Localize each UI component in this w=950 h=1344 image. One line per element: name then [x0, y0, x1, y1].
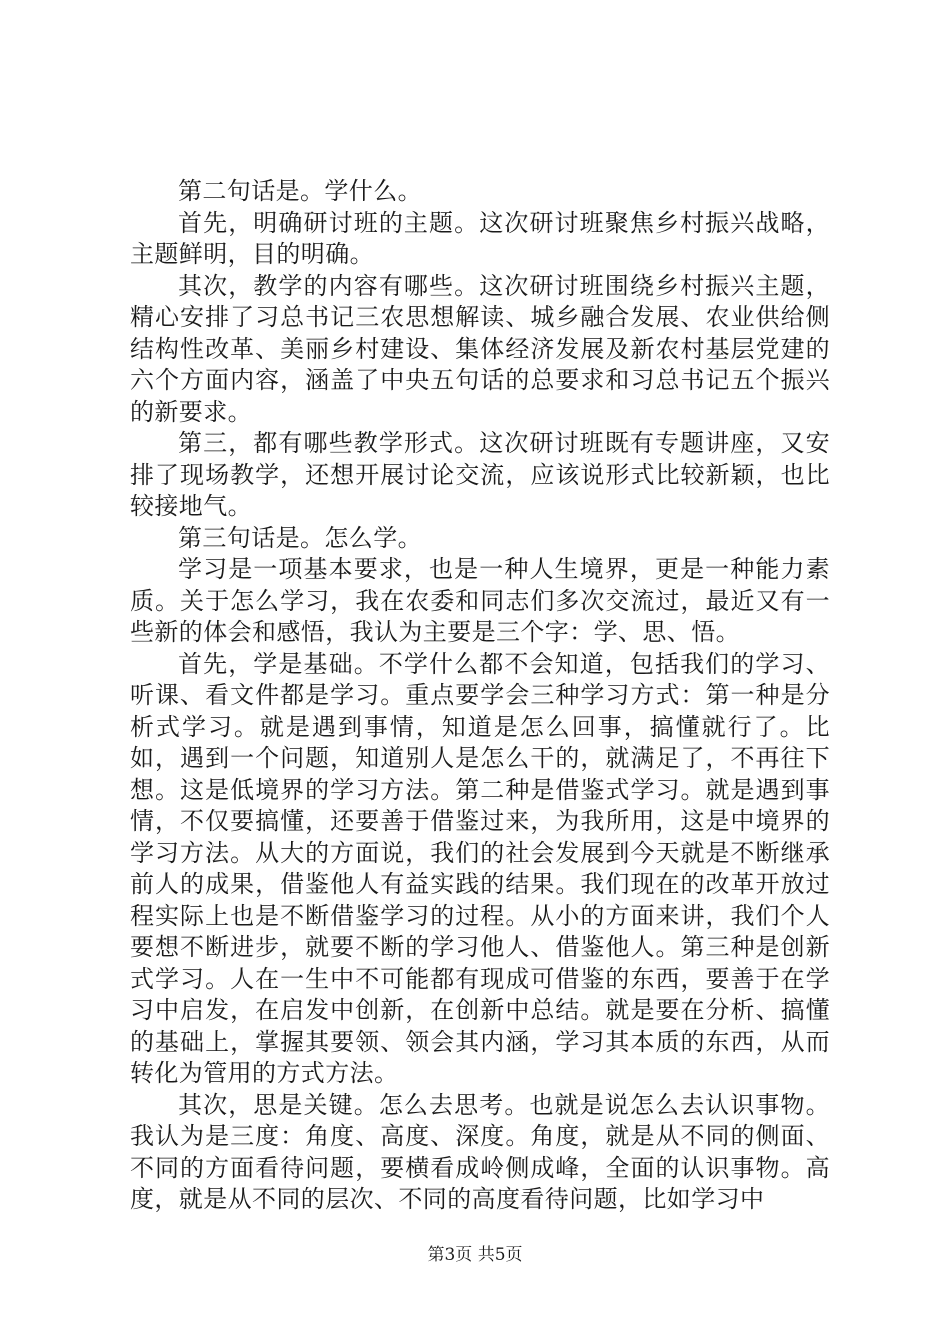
paragraph-7: 首先，学是基础。不学什么都不会知道，包括我们的学习、听课、看文件都是学习。重点要学会三种学习方式：第一种是分析式学习。就是遇到事情，知道是怎么回事，搞懂就行了。比如，遇到一个问题，知道别人是怎么干的，就满足了，不再往下想。这是低境界的学习方法。第二种是借鉴式学习。就是遇到事情，不仅要搞懂，还要善于借鉴过来，为我所用，这是中境界的学习方法。从大的方面说，我们的社会发展到今天就是不断继承前人的成果，借鉴他人有益实践的结果。我们现在的改革开放过程实际上也是不断借鉴学习的过程。从小的方面来讲，我们个人要想不断进步，就要不断的学习他人、借鉴他人。第三种是创新式学习。人在一生中不可能都有现成可借鉴的东西，要善于在学习中启发，在启发中创新，在创新中总结。就是要在分析、搞懂的基础上，掌握其要领、领会其内涵，学习其本质的东西，从而转化为管用的方式方法。: [130, 649, 830, 1087]
paragraph-5: 第三句话是。怎么学。: [178, 523, 422, 552]
paragraph-6: 学习是一项基本要求，也是一种人生境界，更是一种能力素质。关于怎么学习，我在农委和同志们多次交流过，最近又有一些新的体会和感悟，我认为主要是三个字：学、思、悟。: [130, 555, 830, 646]
paragraph-3: 其次，教学的内容有哪些。这次研讨班围绕乡村振兴主题，精心安排了习总书记三农思想解读、城乡融合发展、农业供给侧结构性改革、美丽乡村建设、集体经济发展及新农村基层党建的六个方面内容，涵盖了中央五句话的总要求和习总书记五个振兴的新要求。: [130, 271, 830, 426]
paragraph-1: 第二句话是。学什么。: [178, 177, 422, 205]
document-body: [130, 176, 830, 1216]
paragraph-4: 第三，都有哪些教学形式。这次研讨班既有专题讲座，又安排了现场教学，还想开展讨论交流，应该说形式比较新颖，也比较接地气。: [130, 429, 830, 520]
page-footer: [0, 1244, 950, 1266]
page-number-label: 第3页 共5页: [427, 1245, 523, 1265]
paragraph-2: 首先，明确研讨班的主题。这次研讨班聚焦乡村振兴战略，主题鲜明，目的明确。: [130, 208, 830, 268]
paragraph-8: 其次，思是关键。怎么去思考。也就是说怎么去认识事物。我认为是三度：角度、高度、深度。角度，就是从不同的侧面、不同的方面看待问题，要横看成岭侧成峰，全面的认识事物。高度，就是从不同的层次、不同的高度看待问题，比如学习中: [130, 1090, 830, 1213]
